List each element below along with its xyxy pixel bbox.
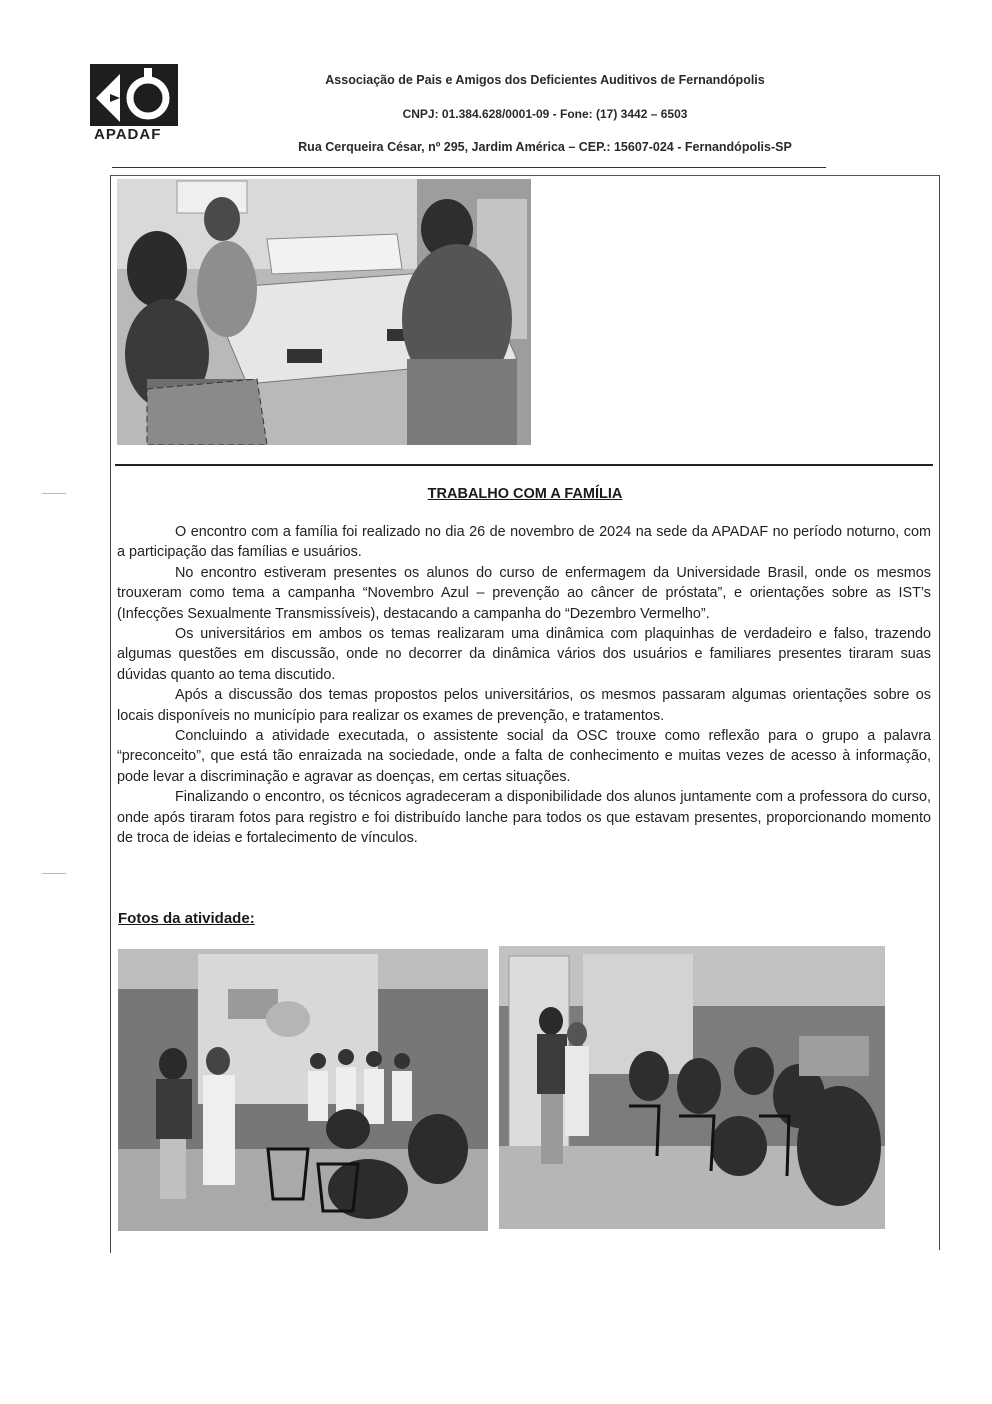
logo-text: APADAF xyxy=(94,126,162,143)
frame-left-border xyxy=(110,175,111,1253)
frame-right-border xyxy=(939,175,940,1250)
paragraph: Os universitários em ambos os temas realizaram uma dinâmica com plaquinhas de verdadeiro e falso, trazendo algumas questões em discussão, onde no decorrer da dinâmica vários dos usuários e familiares presentes tiraram suas dúvidas quanto ao tema discutido. xyxy=(117,626,931,683)
paragraph: No encontro estiveram presentes os alunos do curso de enfermagem da Universidade Brasil, onde os mesmos trouxeram como tema a campanha “Novembro Azul – prevenção ao câncer de próstata”, e orientações sobre as IST’s (Infecções Sexualmente Transmissíveis), destacando a campanha do “Dezembro Vermelho”. xyxy=(117,564,931,622)
paragraph: Concluindo a atividade executada, o assistente social da OSC trouxe como reflexão para o grupo a palavra “preconceito”, que está tão enraizada na sociedade, onde a falta de conhecimento e muitas vezes de acesso à informação, pode levar a discriminação e agravar as doenças, em certas situações. xyxy=(117,728,931,785)
section-title: TRABALHO COM A FAMÍLIA xyxy=(427,486,623,502)
frame-top-border xyxy=(110,175,940,176)
photo-presentation xyxy=(118,949,488,1231)
apadaf-logo xyxy=(86,64,182,148)
photo-audience xyxy=(499,946,885,1229)
scan-mark xyxy=(42,493,66,494)
address: Rua Cerqueira César, nº 295, Jardim América – CEP.: 15607-024 - Fernandópolis-SP xyxy=(298,140,792,154)
paragraph: Após a discussão dos temas propostos pelos universitários, os mesmos passaram algumas orientações sobre os locais disponíveis no município para realizar os exames de prevenção, e tratamentos. xyxy=(117,687,931,724)
scan-mark xyxy=(42,873,66,874)
header-divider xyxy=(112,167,826,168)
cnpj-phone: CNPJ: 01.384.628/0001-09 - Fone: (17) 3442 – 6503 xyxy=(402,107,688,121)
photo-table-activity xyxy=(117,179,531,445)
report-body xyxy=(117,522,931,849)
org-name: Associação de Pais e Amigos dos Deficientes Auditivos de Fernandópolis xyxy=(325,73,765,87)
section-divider xyxy=(115,464,933,466)
ear-logo-icon xyxy=(90,64,178,126)
paragraph: O encontro com a família foi realizado no dia 26 de novembro de 2024 na sede da APADAF no período noturno, com a participação das famílias e usuários. xyxy=(117,524,931,561)
paragraph: Finalizando o encontro, os técnicos agradeceram a disponibilidade dos alunos juntamente com a professora do curso, onde após tiraram fotos para registro e foi distribuído lanche para todos os que estavam presentes, proporcionando momento de troca de ideias e fortalecimento de vínculos. xyxy=(117,789,931,847)
photos-heading: Fotos da atividade: xyxy=(118,910,255,927)
